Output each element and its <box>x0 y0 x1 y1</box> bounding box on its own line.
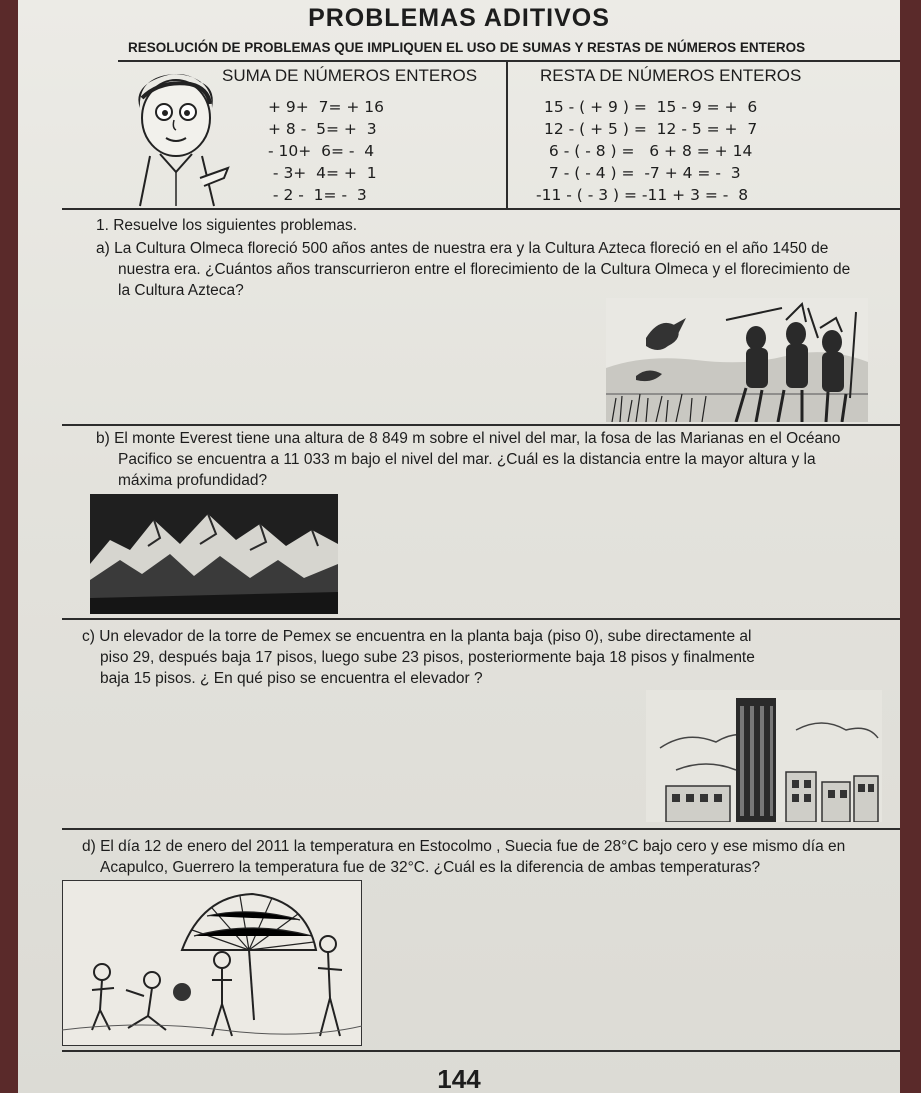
suma-row: - 10+ 6= - 4 <box>268 142 375 160</box>
suma-heading: SUMA DE NÚMEROS ENTEROS <box>222 66 478 85</box>
problem-a-text: a) La Cultura Olmeca floreció 500 años antes de nuestra era y la Cultura Azteca floreció en el año 1450 de <box>96 240 829 257</box>
beach-illustration <box>62 880 362 1046</box>
page-number: 144 <box>437 1064 481 1093</box>
problem-b-text: b) El monte Everest tiene una altura de 8 849 m sobre el nivel del mar, la fosa de las Marianas en el Océano <box>96 430 841 447</box>
section-divider <box>62 208 900 210</box>
everest-photo <box>90 494 338 614</box>
section-divider <box>62 828 900 830</box>
resta-row: -11 - ( - 3 ) = -11 + 3 = - 8 <box>536 186 749 204</box>
worksheet-page <box>18 0 900 1093</box>
resta-row: 6 - ( - 8 ) = 6 + 8 = + 14 <box>544 142 753 160</box>
problem-b-text: máxima profundidad? <box>118 472 268 489</box>
pemex-tower-illustration <box>646 690 882 822</box>
resta-row: 7 - ( - 4 ) = -7 + 4 = - 3 <box>544 164 741 182</box>
resta-heading: RESTA DE NÚMEROS ENTEROS <box>540 66 802 85</box>
suma-row: + 9+ 7= + 16 <box>268 98 385 116</box>
suma-row: + 8 - 5= + 3 <box>268 120 377 138</box>
problem-d-text: Acapulco, Guerrero la temperatura fue de 32°C. ¿Cuál es la diferencia de ambas temperaturas? <box>100 859 761 876</box>
page-title: PROBLEMAS ADITIVOS <box>308 4 610 32</box>
problem-d-text: d) El día 12 de enero del 2011 la temperatura en Estocolmo , Suecia fue de 28°C bajo cero y ese mismo día en <box>82 838 846 855</box>
problem-b-text: Pacifico se encuentra a 11 033 m bajo el nivel del mar. ¿Cuál es la distancia entre la mayor altura y la <box>118 451 816 468</box>
page-subtitle: RESOLUCIÓN DE PROBLEMAS QUE IMPLIQUEN EL USO DE SUMAS Y RESTAS DE NÚMEROS ENTEROS <box>128 40 806 55</box>
problem-c-text: baja 15 pisos. ¿ En qué piso se encuentra el elevador ? <box>100 670 483 687</box>
instruction-text: 1. Resuelve los siguientes problemas. <box>96 217 358 234</box>
problem-a-text: la Cultura Azteca? <box>118 282 244 299</box>
column-divider <box>506 62 508 208</box>
suma-row: - 2 - 1= - 3 <box>268 186 367 204</box>
section-divider <box>62 424 900 426</box>
aztec-warriors-illustration <box>606 298 868 422</box>
section-divider <box>62 618 900 620</box>
resta-row: 12 - ( + 5 ) = 12 - 5 = + 7 <box>544 120 758 138</box>
problem-a-text: nuestra era. ¿Cuántos años transcurrieron entre el florecimiento de la Cultura Olmeca y el florecimiento de <box>118 261 851 278</box>
subtitle-divider <box>118 60 900 62</box>
resta-row: 15 - ( + 9 ) = 15 - 9 = + 6 <box>544 98 758 116</box>
problem-c-text: piso 29, después baja 17 pisos, luego sube 23 pisos, posteriormente baja 18 pisos y finalmente <box>100 649 755 666</box>
boy-illustration <box>120 68 230 208</box>
suma-row: - 3+ 4= + 1 <box>268 164 377 182</box>
section-divider <box>62 1050 900 1052</box>
problem-c-text: c) Un elevador de la torre de Pemex se encuentra en la planta baja (piso 0), sube directamente al <box>82 628 752 645</box>
